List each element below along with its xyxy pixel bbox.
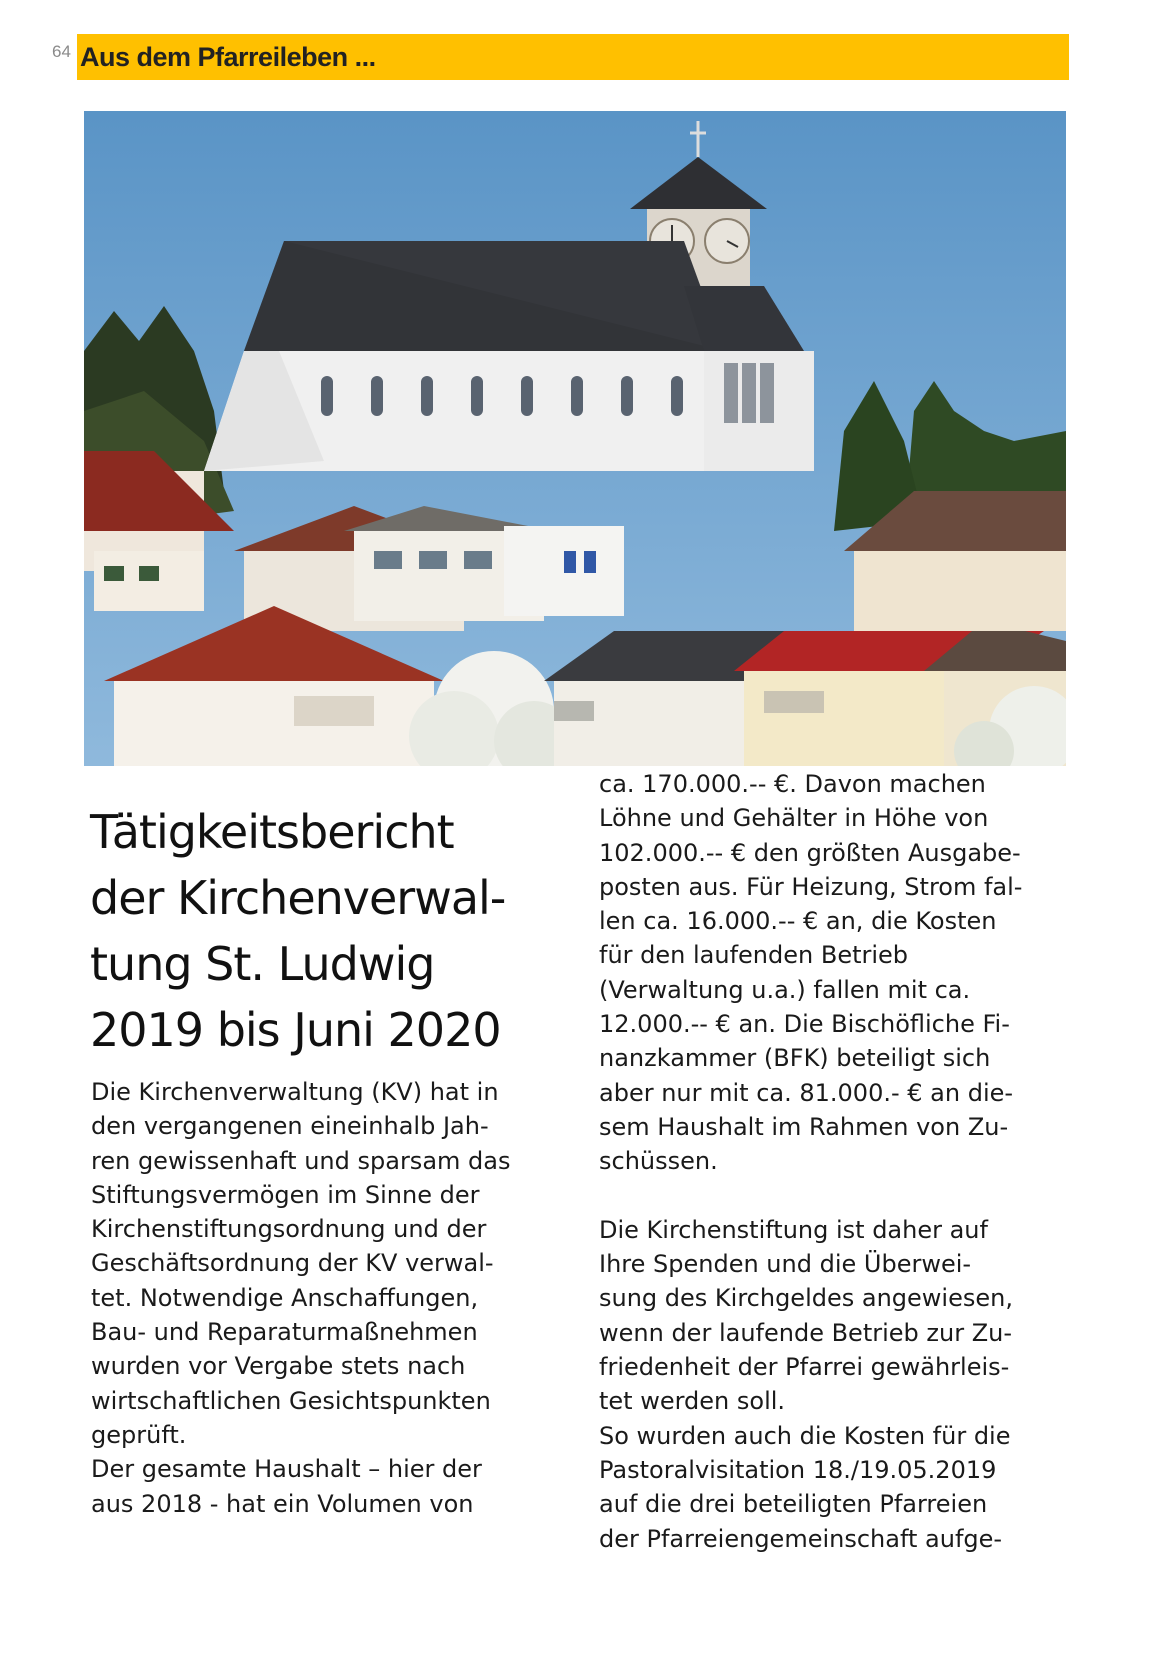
headline-line: 2019 bis Juni 2020	[90, 1003, 501, 1057]
body-line: (Verwaltung u.a.) fallen mit ca.	[599, 975, 971, 1004]
body-line: Die Kirchenverwaltung (KV) hat in	[91, 1078, 499, 1106]
body-line: für den laufenden Betrieb	[599, 941, 909, 970]
page-number: 64	[52, 42, 71, 61]
body-line: friedenheit der Pfarrei gewährleis-	[599, 1353, 1010, 1382]
body-line: Der gesamte Haushalt – hier der	[91, 1455, 482, 1484]
body-line: len ca. 16.000.-- € an, die Kosten	[599, 907, 997, 936]
body-line: tet werden soll.	[599, 1387, 786, 1416]
body-line: wurden vor Vergabe stets nach	[91, 1352, 466, 1381]
body-line: wenn der laufende Betrieb zur Zu-	[599, 1318, 1013, 1347]
body-line: aber nur mit ca. 81.000.- € an die-	[599, 1078, 1014, 1107]
section-header-bar	[77, 34, 1069, 80]
body-line: sem Haushalt im Rahmen von Zu-	[599, 1112, 1009, 1141]
body-line: ca. 170.000.-- €. Davon machen	[599, 770, 986, 798]
body-line: Stiftungsvermögen im Sinne der	[91, 1180, 480, 1209]
body-line: So wurden auch die Kosten für die	[599, 1421, 1011, 1450]
body-line: schüssen.	[599, 1147, 718, 1176]
body-line: sung des Kirchgeldes angewiesen,	[599, 1284, 1013, 1313]
body-line: Geschäftsordnung der KV verwal-	[91, 1249, 494, 1278]
body-line: geprüft.	[91, 1420, 187, 1449]
body-line: nanzkammer (BFK) beteiligt sich	[599, 1044, 991, 1073]
body-line: Löhne und Gehälter in Höhe von	[599, 804, 989, 833]
body-line: tet. Notwendige Anschaffungen,	[91, 1283, 479, 1312]
body-line: 102.000.-- € den größten Ausgabe-	[599, 838, 1021, 867]
body-line: 12.000.-- € an. Die Bischöfliche Fi-	[599, 1010, 1010, 1039]
headline-line: tung St. Ludwig	[90, 937, 435, 991]
article-left-column	[91, 1075, 561, 1521]
headline-line: der Kirchenverwal-	[90, 871, 506, 925]
body-line-blank	[599, 1179, 1069, 1213]
body-line: auf die drei beteiligten Pfarreien	[599, 1490, 988, 1519]
body-line: Kirchenstiftungsordnung und der	[91, 1215, 487, 1244]
body-line: wirtschaftlichen Gesichtspunkten	[91, 1386, 491, 1415]
body-line: Die Kirchenstiftung ist daher auf	[599, 1215, 988, 1244]
article-right-column	[599, 767, 1069, 1556]
section-title: Aus dem Pfarreileben ...	[80, 42, 376, 72]
body-line: posten aus. Für Heizung, Strom fal-	[599, 872, 1023, 901]
headline-line: Tätigkeitsbericht	[90, 805, 454, 859]
body-line: Pastoralvisitation 18./19.05.2019	[599, 1455, 997, 1484]
body-line: Bau- und Reparaturmaßnehmen	[91, 1318, 478, 1347]
body-line: Ihre Spenden und die Überwei-	[599, 1250, 972, 1279]
body-line: den vergangenen eineinhalb Jah-	[91, 1112, 489, 1141]
body-line: der Pfarreiengemeinschaft aufge-	[599, 1524, 1003, 1553]
article-headline	[90, 799, 560, 1063]
body-line: aus 2018 - hat ein Volumen von	[91, 1489, 474, 1518]
body-line: ren gewissenhaft und sparsam das	[91, 1146, 511, 1175]
church-photo	[84, 111, 1066, 766]
